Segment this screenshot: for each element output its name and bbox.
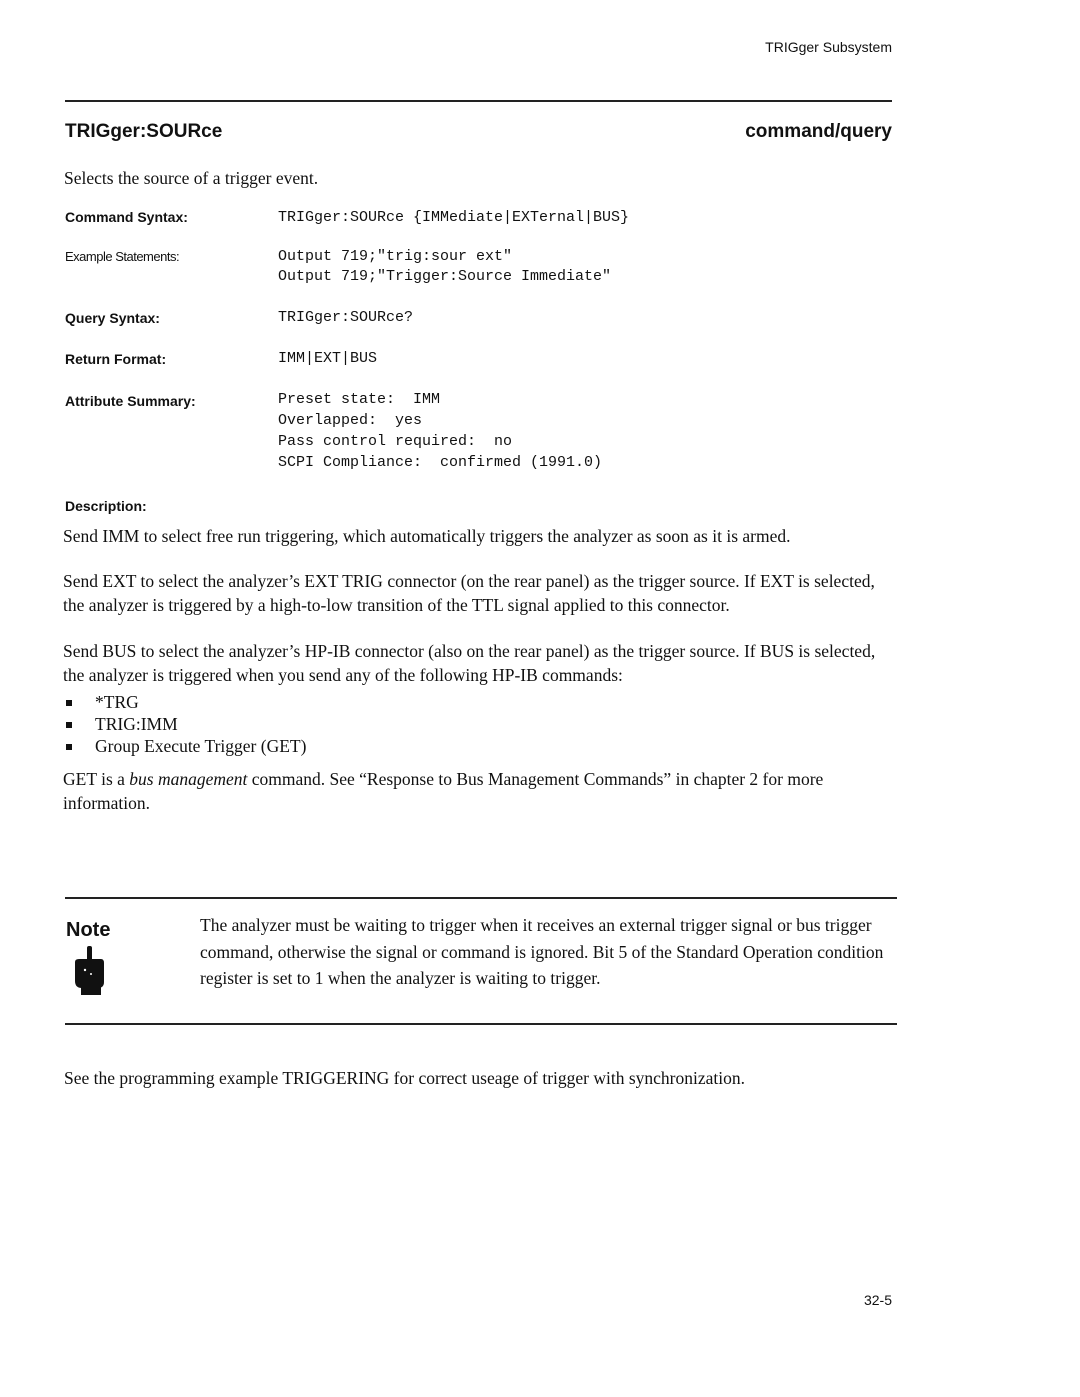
attr-pass-control: Pass control required: no [278, 433, 513, 450]
command-syntax: TRIGger:SOURce {IMMediate|EXTernal|BUS} [278, 209, 630, 226]
closing-paragraph: See the programming example TRIGGERING for correct useage of trigger with synchronization. [64, 1068, 745, 1088]
note-top-rule [65, 897, 897, 899]
command-kind: command/query [745, 121, 892, 142]
attribute-summary-label: Attribute Summary: [65, 393, 196, 409]
query-syntax-label: Query Syntax: [65, 310, 160, 326]
header-rule [65, 100, 892, 102]
return-format-label: Return Format: [65, 351, 167, 367]
paragraph-bus: Send BUS to select the analyzer’s HP-IB connector (also on the rear panel) as the trigger source. If BUS is selected, the analyzer is triggered when you send any of the following HP-IB commands: [63, 641, 876, 685]
list-item: TRIG:IMM [63, 713, 893, 735]
description-label: Description: [65, 498, 147, 514]
note-text: The analyzer must be waiting to trigger when it receives an external trigger signal or bus trigger command, otherwise the signal or command is ignored. Bit 5 of the Standard Operation condition register is set to 1 when the analyzer is waiting to trigger. [200, 915, 884, 988]
description-body [63, 524, 893, 815]
paragraph-get [63, 767, 888, 815]
return-format: IMM|EXT|BUS [278, 350, 378, 367]
command-syntax-label: Command Syntax: [65, 209, 188, 225]
list-item: Group Execute Trigger (GET) [63, 735, 893, 757]
attribute-list [278, 389, 602, 473]
attr-preset: Preset state: IMM [278, 391, 441, 408]
page-number: 32-5 [863, 1292, 892, 1308]
running-header: TRIGger Subsystem [765, 39, 892, 55]
emphasis: bus management [129, 769, 248, 789]
pointing-hand-icon [73, 946, 107, 996]
attr-scpi: SCPI Compliance: confirmed (1991.0) [278, 454, 603, 471]
text: GET is a [63, 769, 130, 789]
paragraph-ext: Send EXT to select the analyzer’s EXT TRIG connector (on the rear panel) as the trigger source. If EXT is selected, the analyzer is triggered by a high-to-low transition of the TTL signal applied to this connector. [63, 571, 875, 615]
paragraph-imm: Send IMM to select free run triggering, which automatically triggers the analyzer as soon as it is armed. [63, 526, 791, 546]
example-1: Output 719;"trig:sour ext" [278, 248, 513, 265]
example-statements-label: Example Statements: [65, 249, 180, 264]
bus-command-list [63, 691, 893, 757]
example-2: Output 719;"Trigger:Source Immediate" [278, 268, 612, 285]
attr-overlapped: Overlapped: yes [278, 412, 423, 429]
note-label: Note [66, 919, 111, 941]
query-syntax: TRIGger:SOURce? [278, 309, 414, 326]
summary: Selects the source of a trigger event. [64, 168, 319, 188]
note-bottom-rule [65, 1023, 897, 1025]
list-item: *TRG [63, 691, 893, 713]
text: command. See “Response to Bus Management Commands” in chapter 2 for more information. [63, 769, 824, 813]
page-title: TRIGger:SOURce [65, 121, 223, 142]
